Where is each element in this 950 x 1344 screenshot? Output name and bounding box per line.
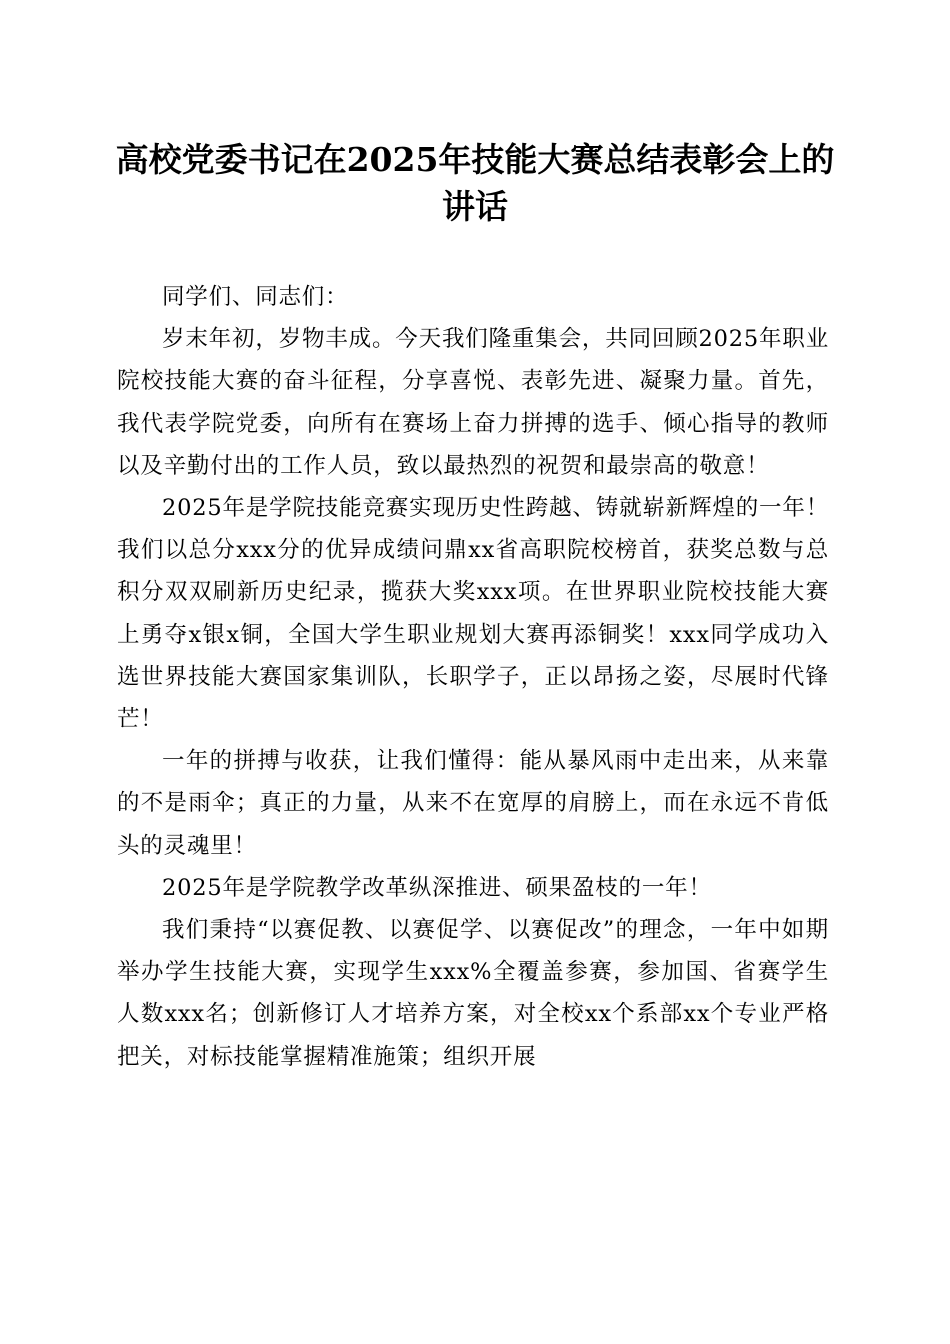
body-paragraph: 2025年是学院教学改革纵深推进、硕果盈枝的一年！	[162, 874, 712, 901]
body-paragraph: 一年的拼搏与收获，让我们懂得：能从暴风雨中走出来，从来靠的不是雨伞；真正的力量，从来不在宽厚的肩膀上，而在永远不肯低头的灵魂里！	[117, 748, 829, 859]
document-title: 高校党委书记在2025年技能大赛总结表彰会上的讲话	[115, 140, 835, 226]
body-paragraph: 岁末年初，岁物丰成。今天我们隆重集会，共同回顾2025年职业院校技能大赛的奋斗征程，分享喜悦、表彰先进、凝聚力量。首先，我代表学院党委，向所有在赛场上奋力拼搏的选手、倾心指导的教师以及辛勤付出的工作人员，致以最热烈的祝贺和最崇高的敬意！	[117, 326, 829, 479]
body-paragraph: 2025年是学院技能竞赛实现历史性跨越、铸就崭新辉煌的一年！我们以总分xxx分的优异成绩问鼎xx省高职院校榜首，获奖总数与总积分双双刷新历史纪录，揽获大奖xxx项。在世界职业院校技能大赛上勇夺x银x铜，全国大学生职业规划大赛再添铜奖！xxx同学成功入选世界技能大赛国家集训队，长职学子，正以昂扬之姿，尽展时代锋芒！	[117, 495, 829, 733]
salutation-paragraph: 同学们、同志们：	[162, 284, 349, 310]
body-paragraph: 我们秉持“以赛促教、以赛促学、以赛促改”的理念，一年中如期举办学生技能大赛，实现学生xxx%全覆盖参赛，参加国、省赛学生人数xxx名；创新修订人才培养方案，对全校xx个系部xx个专业严格把关，对标技能掌握精准施策；组织开展	[117, 917, 829, 1070]
document-body	[117, 276, 829, 1078]
